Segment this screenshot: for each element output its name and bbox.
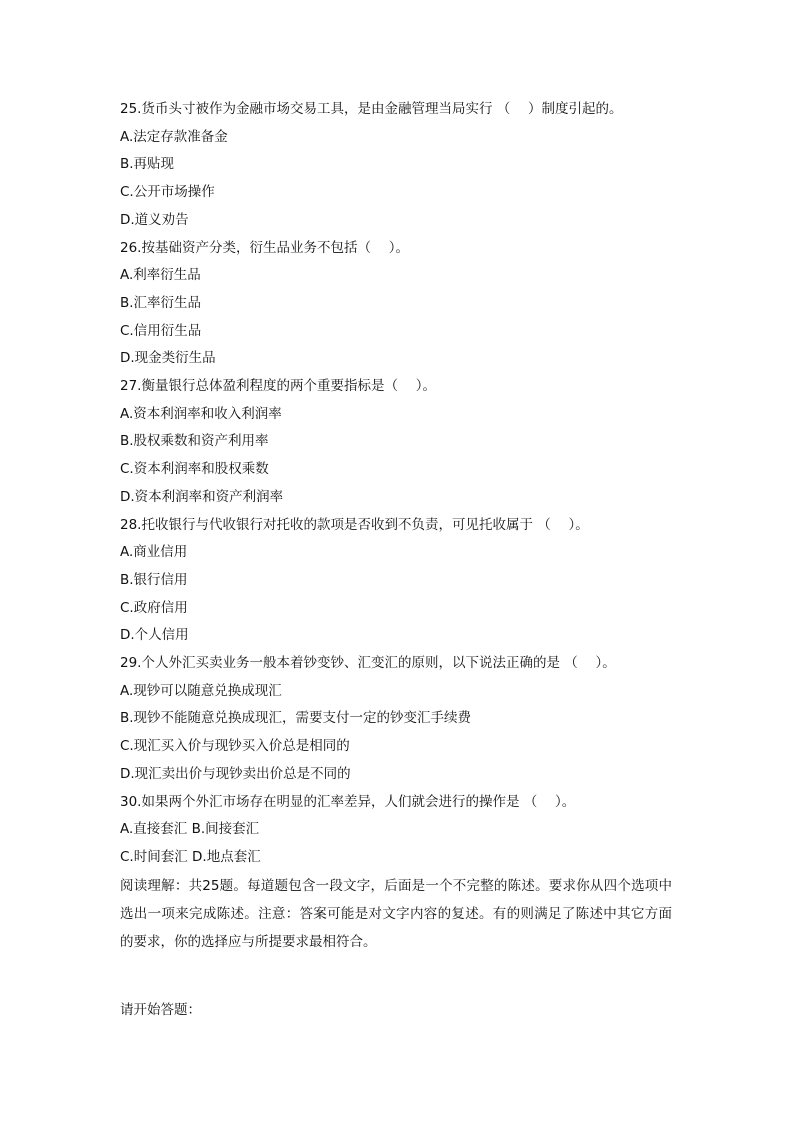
option-a: A.现钞可以随意兑换成现汇 — [120, 682, 282, 699]
option-b: B.股权乘数和资产利用率 — [120, 433, 269, 450]
question-block-27 — [120, 373, 680, 512]
question-stem: 27.衡量银行总体盈利程度的两个重要指标是（ ）。 — [120, 378, 437, 395]
option-d: D.个人信用 — [120, 627, 189, 644]
option-a: A.商业信用 — [120, 544, 188, 561]
question-stem: 28.托收银行与代收银行对托收的款项是否收到不负责，可见托收属于 （ ）。 — [120, 516, 589, 533]
option-c: C.资本利润率和股权乘数 — [120, 461, 269, 478]
option-c: C.公开市场操作 — [120, 184, 215, 201]
question-stem: 26.按基础资产分类，衍生品业务不包括（ ）。 — [120, 239, 410, 256]
option-a: A.法定存款准备金 — [120, 128, 228, 145]
option-d: D.道义劝告 — [120, 211, 189, 228]
option-c: C.政府信用 — [120, 599, 188, 616]
option-c: C.现汇买入价与现钞买入价总是相同的 — [120, 738, 350, 755]
option-d: D.现金类衍生品 — [120, 350, 216, 367]
question-stem: 25.货币头寸被作为金融市场交易工具，是由金融管理当局实行 （ ）制度引起的。 — [120, 101, 623, 117]
option-cd: C.时间套汇 D.地点套汇 — [120, 848, 261, 865]
question-block-26 — [120, 235, 680, 374]
option-d: D.资本利润率和资产利润率 — [120, 488, 284, 505]
start-prompt: 请开始答题： — [120, 1001, 201, 1018]
question-block-25 — [120, 96, 680, 235]
question-stem: 29.个人外汇买卖业务一般本着钞变钞、汇变汇的原则，以下说法正确的是 （ ）。 — [120, 655, 616, 672]
option-c: C.信用衍生品 — [120, 322, 202, 339]
option-d: D.现汇卖出价与现钞卖出价总是不同的 — [120, 765, 351, 782]
page-content — [120, 96, 680, 1024]
question-block-30 — [120, 789, 680, 872]
question-block-29 — [120, 650, 680, 789]
option-a: A.资本利润率和收入利润率 — [120, 405, 282, 422]
question-block-28 — [120, 512, 680, 651]
option-a: A.利率衍生品 — [120, 267, 201, 284]
option-b: B.再贴现 — [120, 156, 175, 173]
reading-instructions: 阅读理解：共25题。每道题包含一段文字，后面是一个不完整的陈述。要求你从四个选项中选出一项来完成陈述。注意：答案可能是对文字内容的复述。有的则满足了陈述中其它方面的要求，你的选择应与所提要求最相符合。 — [120, 877, 672, 950]
option-b: B.汇率衍生品 — [120, 294, 202, 311]
option-b: B.现钞不能随意兑换成现汇，需要支付一定的钞变汇手续费 — [120, 710, 472, 727]
question-stem: 30.如果两个外汇市场存在明显的汇率差异，人们就会进行的操作是 （ ）。 — [120, 793, 576, 810]
option-b: B.银行信用 — [120, 571, 188, 588]
option-ab: A.直接套汇 B.间接套汇 — [120, 821, 260, 838]
